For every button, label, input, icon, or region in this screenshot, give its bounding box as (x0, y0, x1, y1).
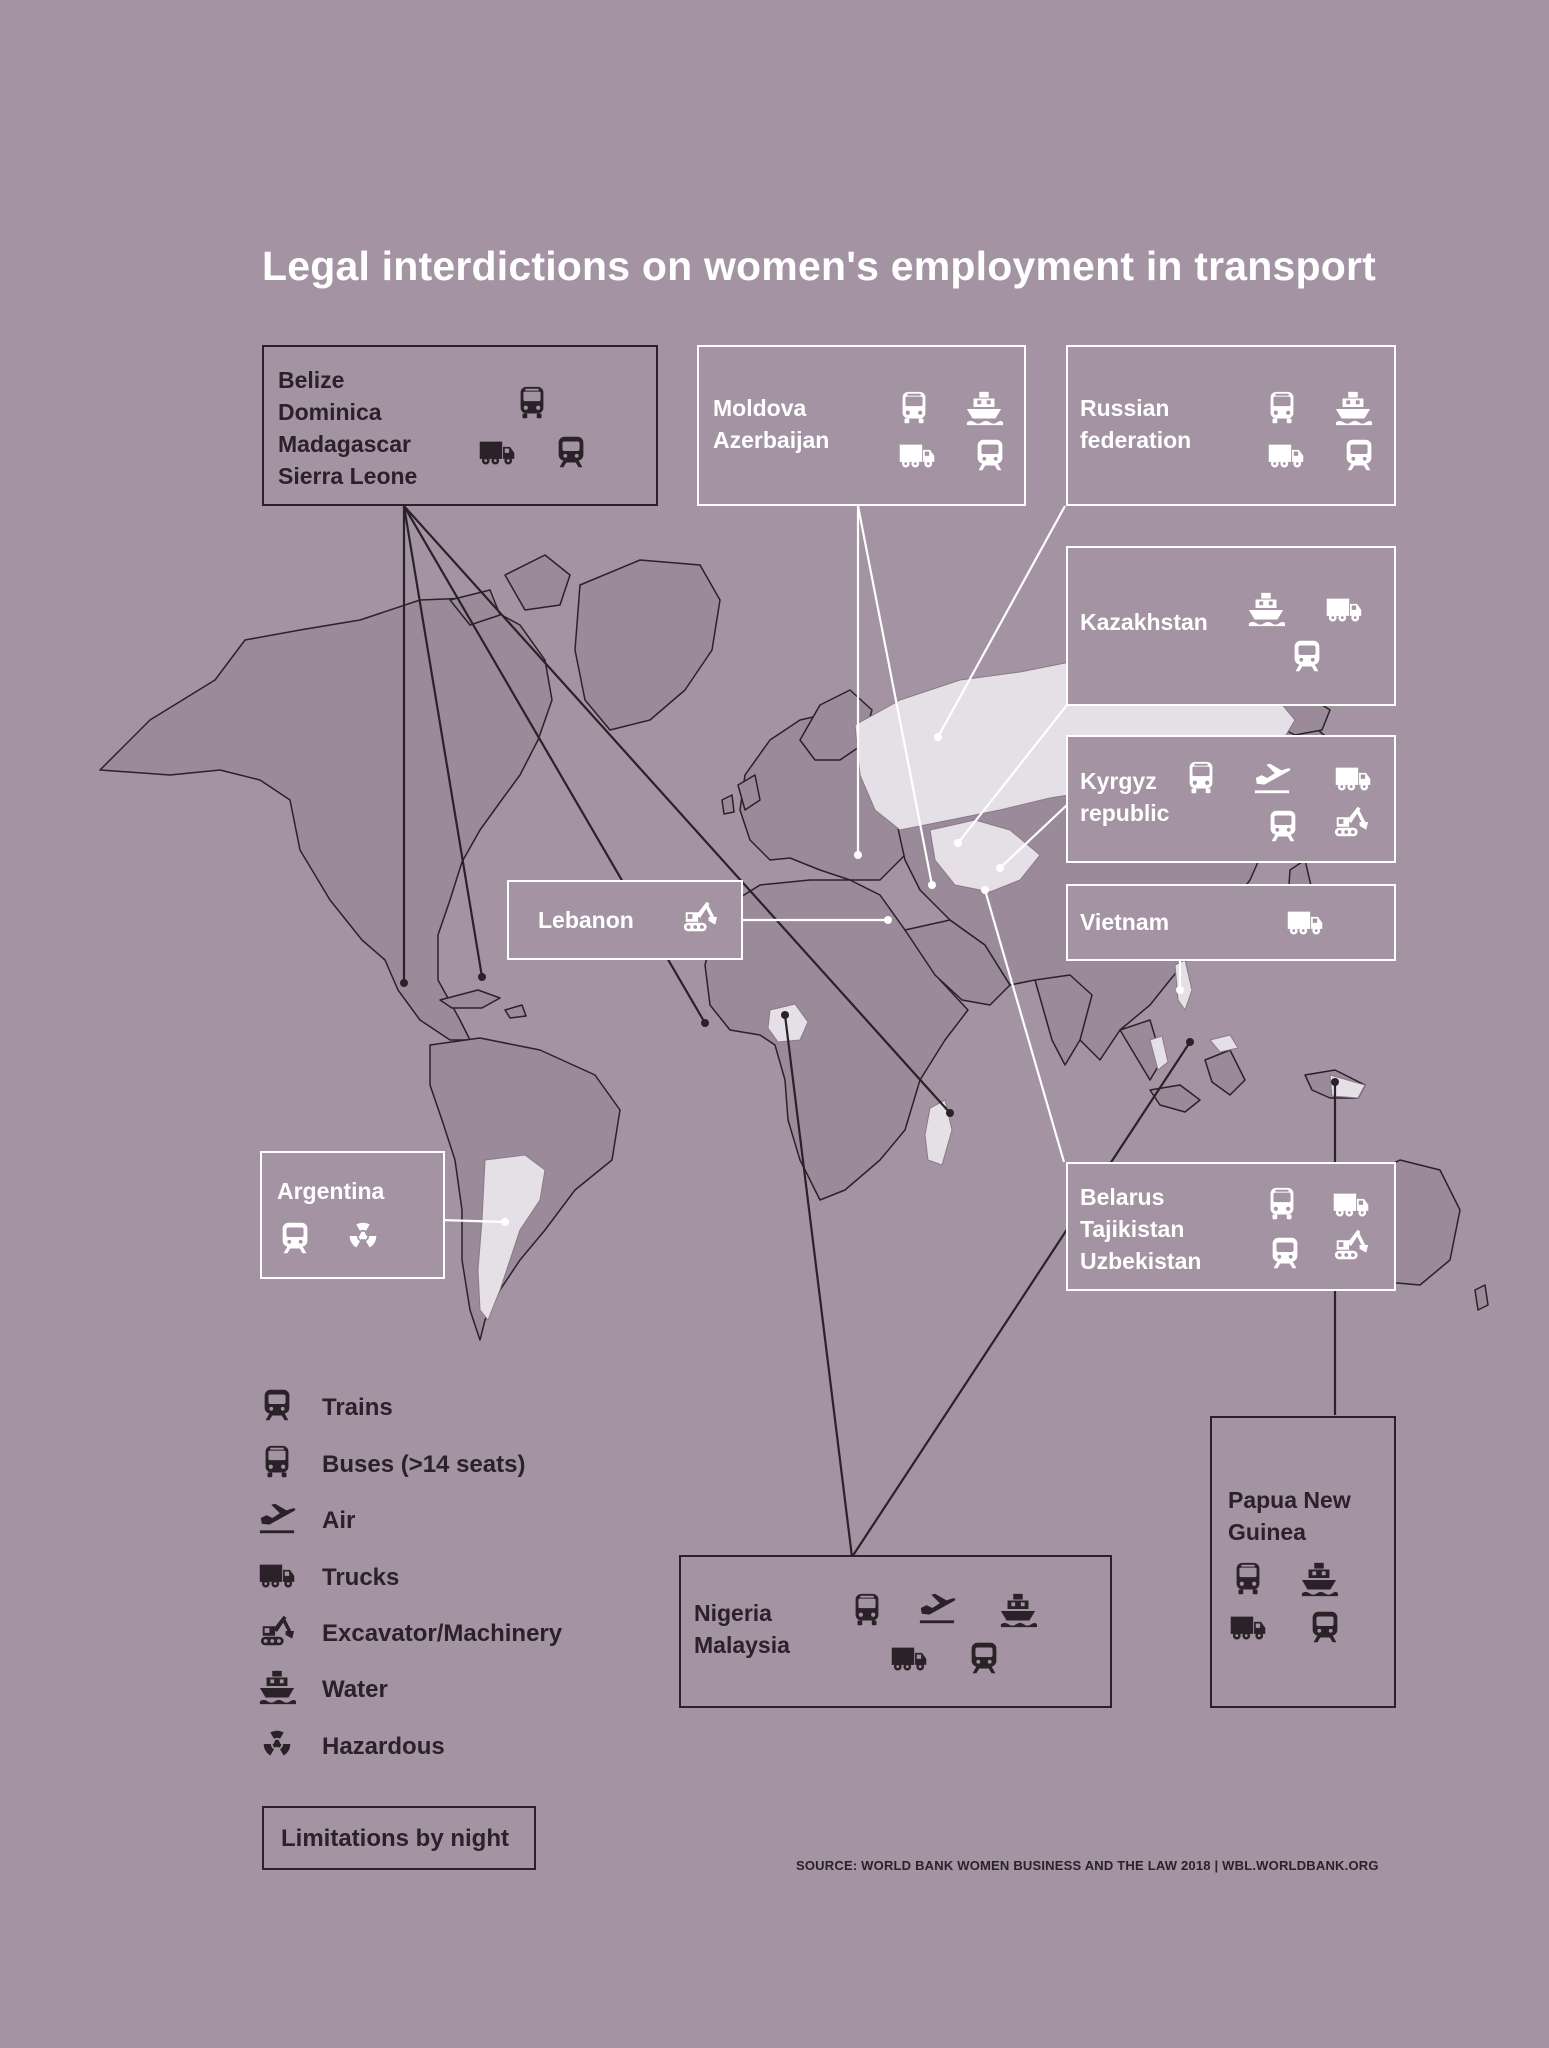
bus-icon (1263, 1185, 1301, 1223)
hazard-icon (344, 1217, 382, 1255)
train-icon (1340, 436, 1378, 474)
ship-icon (1300, 1560, 1338, 1598)
hazard-icon (258, 1725, 296, 1763)
country-name: Azerbaijan (713, 427, 830, 453)
box-belarus-group (1066, 1162, 1396, 1291)
box-vietnam (1066, 884, 1396, 961)
truck-icon (1332, 1185, 1370, 1223)
excavator-icon (681, 898, 719, 936)
country-name: Papua New (1228, 1487, 1351, 1513)
ship-icon (1334, 389, 1372, 427)
bus-icon (1263, 389, 1301, 427)
train-icon (1266, 1234, 1304, 1272)
country-name: republic (1080, 800, 1170, 826)
ship-icon (999, 1591, 1037, 1629)
train-icon (276, 1219, 314, 1257)
limitations-by-night-box (262, 1806, 536, 1870)
truck-icon (1229, 1608, 1267, 1646)
ship-icon (965, 389, 1003, 427)
airplane-icon (918, 1589, 956, 1627)
bus-icon (1182, 759, 1220, 797)
truck-icon (258, 1556, 296, 1594)
box-kyrgyz-republic (1066, 735, 1396, 863)
box-belize-group (262, 345, 658, 506)
country-name: Argentina (277, 1178, 385, 1204)
train-icon (552, 433, 590, 471)
excavator-icon (1332, 803, 1370, 841)
train-icon (1306, 1608, 1344, 1646)
country-name: Guinea (1228, 1519, 1306, 1545)
country-name: Moldova (713, 395, 807, 421)
legend-label: Hazardous (322, 1733, 445, 1760)
southeast-asia (1120, 1020, 1245, 1112)
box-nigeria-malaysia (679, 1555, 1112, 1708)
india (1035, 975, 1092, 1065)
truck-icon (1286, 903, 1324, 941)
country-name: Lebanon (538, 907, 634, 933)
country-name: Russian (1080, 395, 1170, 421)
legend-label: Buses (>14 seats) (322, 1451, 526, 1478)
truck-icon (898, 436, 936, 474)
train-icon (1264, 807, 1302, 845)
source-credit: SOURCE: WORLD BANK WOMEN BUSINESS AND THE LAW 2018 | WBL.WORLDBANK.ORG (796, 1858, 1379, 1873)
country-name: federation (1080, 427, 1192, 453)
country-name: Uzbekistan (1080, 1248, 1202, 1274)
legend-label: Trains (322, 1394, 393, 1421)
train-icon (258, 1386, 296, 1424)
country-name: Nigeria (694, 1600, 772, 1626)
bus-icon (513, 384, 551, 422)
legend-label: Excavator/Machinery (322, 1620, 563, 1647)
ship-icon (258, 1668, 296, 1706)
country-name: Sierra Leone (278, 463, 418, 489)
limitations-by-night-label: Limitations by night (281, 1825, 509, 1852)
box-moldova-azerbaijan (697, 345, 1026, 506)
country-name: Kazakhstan (1080, 609, 1208, 635)
country-name: Belarus (1080, 1184, 1165, 1210)
bus-icon (1229, 1560, 1267, 1598)
airplane-icon (1253, 759, 1291, 797)
country-name: Vietnam (1080, 909, 1170, 935)
truck-icon (890, 1639, 928, 1677)
bus-icon (258, 1443, 296, 1481)
truck-icon (1334, 759, 1372, 797)
train-icon (971, 436, 1009, 474)
truck-icon (478, 433, 516, 471)
country-name: Malaysia (694, 1632, 790, 1658)
truck-icon (1267, 436, 1305, 474)
country-name: Tajikistan (1080, 1216, 1185, 1242)
box-papua-new-guinea (1210, 1416, 1396, 1708)
country-name: Dominica (278, 399, 382, 425)
legend-label: Water (322, 1676, 388, 1703)
new-zealand (1475, 1285, 1488, 1310)
box-argentina (260, 1151, 445, 1279)
train-icon (965, 1639, 1003, 1677)
excavator-icon (1332, 1226, 1370, 1264)
ship-icon (1247, 590, 1285, 628)
box-lebanon (507, 880, 743, 960)
page-title: Legal interdictions on women's employment in transport (262, 243, 1377, 289)
truck-icon (1325, 590, 1363, 628)
country-name: Madagascar (278, 431, 411, 457)
excavator-icon (258, 1612, 296, 1650)
bus-icon (895, 389, 933, 427)
box-kazakhstan (1066, 546, 1396, 706)
country-name: Belize (278, 367, 345, 393)
box-russian-federation (1066, 345, 1396, 506)
airplane-icon (258, 1499, 296, 1537)
country-name: Kyrgyz (1080, 768, 1157, 794)
greenland (575, 560, 720, 730)
train-icon (1288, 637, 1326, 675)
legend-label: Air (322, 1507, 356, 1534)
legend-label: Trucks (322, 1564, 400, 1591)
highlight-vietnam (1175, 960, 1192, 1010)
bus-icon (848, 1591, 886, 1629)
